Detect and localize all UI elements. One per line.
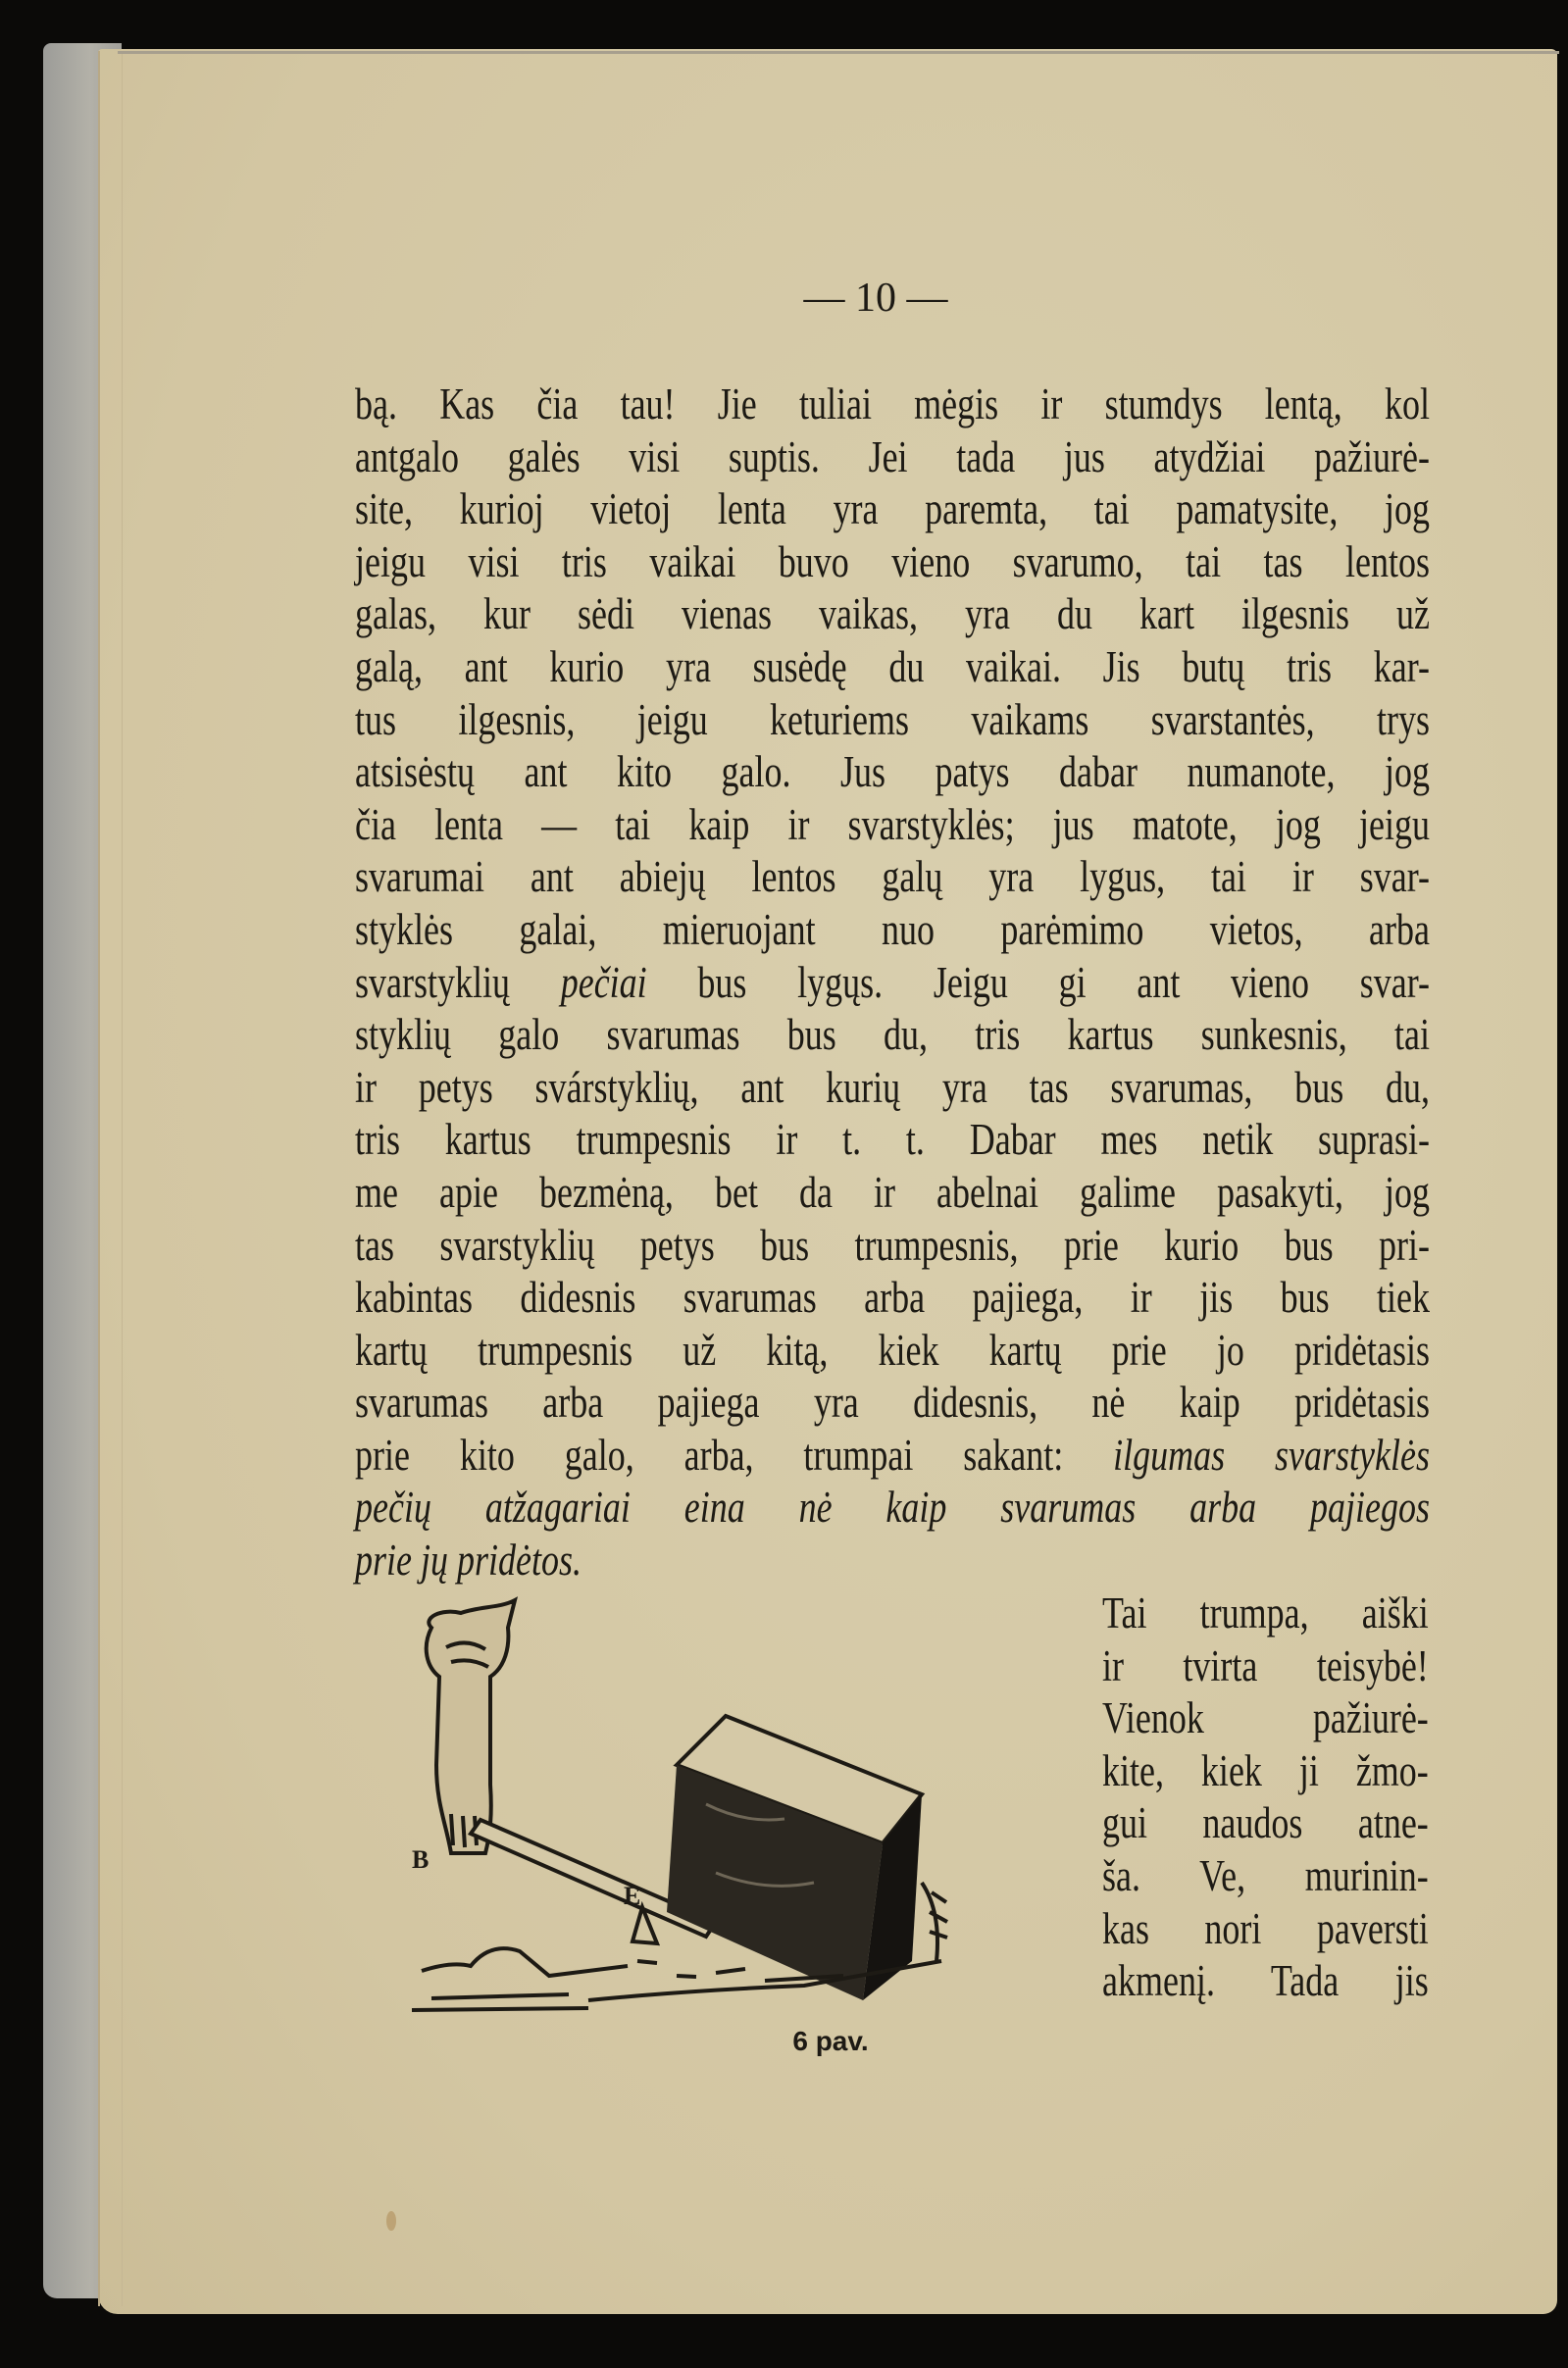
text-segment: Vienok pažiurė-	[1102, 1693, 1429, 1743]
figure-caption: 6 pav.	[792, 2026, 869, 2056]
text-line	[355, 483, 1430, 536]
text-line	[355, 1220, 1430, 1273]
text-segment: galas, kur sėdi vienas vaikas, yra du kart ilgesnis už	[355, 589, 1430, 639]
text-line	[355, 904, 1430, 957]
body-text	[355, 378, 1429, 1587]
text-line	[355, 1482, 1430, 1535]
text-line	[355, 694, 1430, 747]
text-segment: ir tvirta teisybė!	[1102, 1640, 1429, 1690]
text-line	[1102, 1797, 1429, 1850]
side-column-text	[1102, 1587, 1429, 2008]
lever-illustration	[392, 1588, 1098, 2020]
text-segment: galą, ant kurio yra susėdę du vaikai. Jis butų tris kar-	[355, 641, 1430, 691]
text-line	[355, 957, 1430, 1010]
text-segment: ir petys svárstyklių, ant kurių yra tas svarumas, bus du,	[355, 1062, 1430, 1112]
text-segment: kite, kiek ji žmo-	[1102, 1745, 1429, 1795]
text-line	[1102, 1955, 1429, 2008]
paper-stain	[386, 2211, 396, 2231]
text-line	[355, 1009, 1430, 1062]
stone-block	[667, 1716, 922, 2000]
text-segment: svarstyklių	[355, 957, 561, 1007]
text-line	[1102, 1640, 1429, 1693]
text-segment: gui naudos atne-	[1102, 1798, 1429, 1848]
text-segment: bą. Kas čia tau! Jie tuliai mėgis ir stumdys lentą, kol	[355, 379, 1430, 428]
text-segment: tus ilgesnis, jeigu keturiems vaikams svarstantės, trys	[355, 694, 1430, 744]
text-line	[355, 1535, 1430, 1587]
hand-arm	[427, 1600, 515, 1853]
text-line	[355, 1062, 1430, 1115]
italic-text-segment: ilgumas svarstyklės	[1113, 1430, 1430, 1480]
text-segment: Tai trumpa, aiški	[1102, 1588, 1429, 1637]
text-line	[1102, 1903, 1429, 1956]
italic-text-segment: pečiai	[560, 957, 647, 1007]
label-b: B	[412, 1845, 430, 1874]
text-segment: prie kito galo, arba, trumpai sakant:	[355, 1430, 1114, 1480]
text-segment: site, kurioj vietoj lenta yra paremta, tai pamatysite, jog	[355, 484, 1430, 534]
text-segment: jeigu visi tris vaikai buvo vieno svarumo, tai tas lentos	[355, 536, 1430, 586]
text-segment: kartų trumpesnis už kitą, kiek kartų prie jo pridėtasis	[355, 1325, 1430, 1375]
text-segment: svarumas arba pajiega yra didesnis, nė kaip pridėtasis	[355, 1378, 1430, 1428]
text-segment: atsisėstų ant kito galo. Jus patys dabar numanote, jog	[355, 747, 1430, 797]
text-line	[355, 799, 1430, 852]
text-line	[355, 536, 1430, 589]
page-top-edge	[118, 51, 1559, 54]
text-segment: antgalo galės visi suptis. Jei tada jus atydžiai pažiurė-	[355, 431, 1430, 481]
text-line	[1102, 1745, 1429, 1798]
italic-text-segment: pečių atžagariai eina nė kaip svarumas arba pajiegos	[355, 1483, 1430, 1533]
text-line	[355, 1167, 1430, 1220]
text-line	[1102, 1587, 1429, 1640]
text-line	[355, 1325, 1430, 1378]
text-segment: styklių galo svarumas bus du, tris kartus sunkesnis, tai	[355, 1010, 1430, 1060]
text-segment: svarumai ant abiejų lentos galų yra lygus, tai ir svar-	[355, 852, 1430, 902]
label-e: E	[624, 1882, 641, 1910]
text-line	[355, 1377, 1430, 1430]
text-line	[355, 641, 1430, 694]
page-number: — 10 —	[803, 276, 948, 321]
text-segment: bus lygųs. Jeigu gi ant vieno svar-	[646, 957, 1430, 1007]
text-line	[355, 1430, 1430, 1483]
text-segment: tris kartus trumpesnis ir t. t. Dabar mes netik suprasi-	[355, 1115, 1430, 1165]
text-segment: tas svarstyklių petys bus trumpesnis, prie kurio bus pri-	[355, 1220, 1430, 1270]
text-line	[355, 588, 1430, 641]
text-line	[355, 1114, 1430, 1167]
text-line	[355, 746, 1430, 799]
text-segment: akmenį. Tada jis	[1102, 1956, 1429, 2006]
text-line	[355, 851, 1430, 904]
page-stack-edge	[98, 51, 123, 2306]
text-segment: kabintas didesnis svarumas arba pajiega, ir jis bus tiek	[355, 1273, 1430, 1323]
text-line	[355, 378, 1430, 431]
text-line	[1102, 1692, 1429, 1745]
text-line	[1102, 1850, 1429, 1903]
text-line	[355, 1272, 1430, 1325]
italic-text-segment: prie jų pridėtos.	[355, 1536, 582, 1586]
text-segment: kas nori paversti	[1102, 1903, 1429, 1953]
text-line	[355, 431, 1430, 484]
text-segment: čia lenta — tai kaip ir svarstyklės; jus matote, jog jeigu	[355, 799, 1430, 849]
text-segment: ša. Ve, murinin-	[1102, 1850, 1429, 1900]
text-segment: me apie bezmėną, bet da ir abelnai galime pasakyti, jog	[355, 1167, 1430, 1217]
text-segment: styklės galai, mieruojant nuo parėmimo vietos, arba	[355, 904, 1430, 954]
